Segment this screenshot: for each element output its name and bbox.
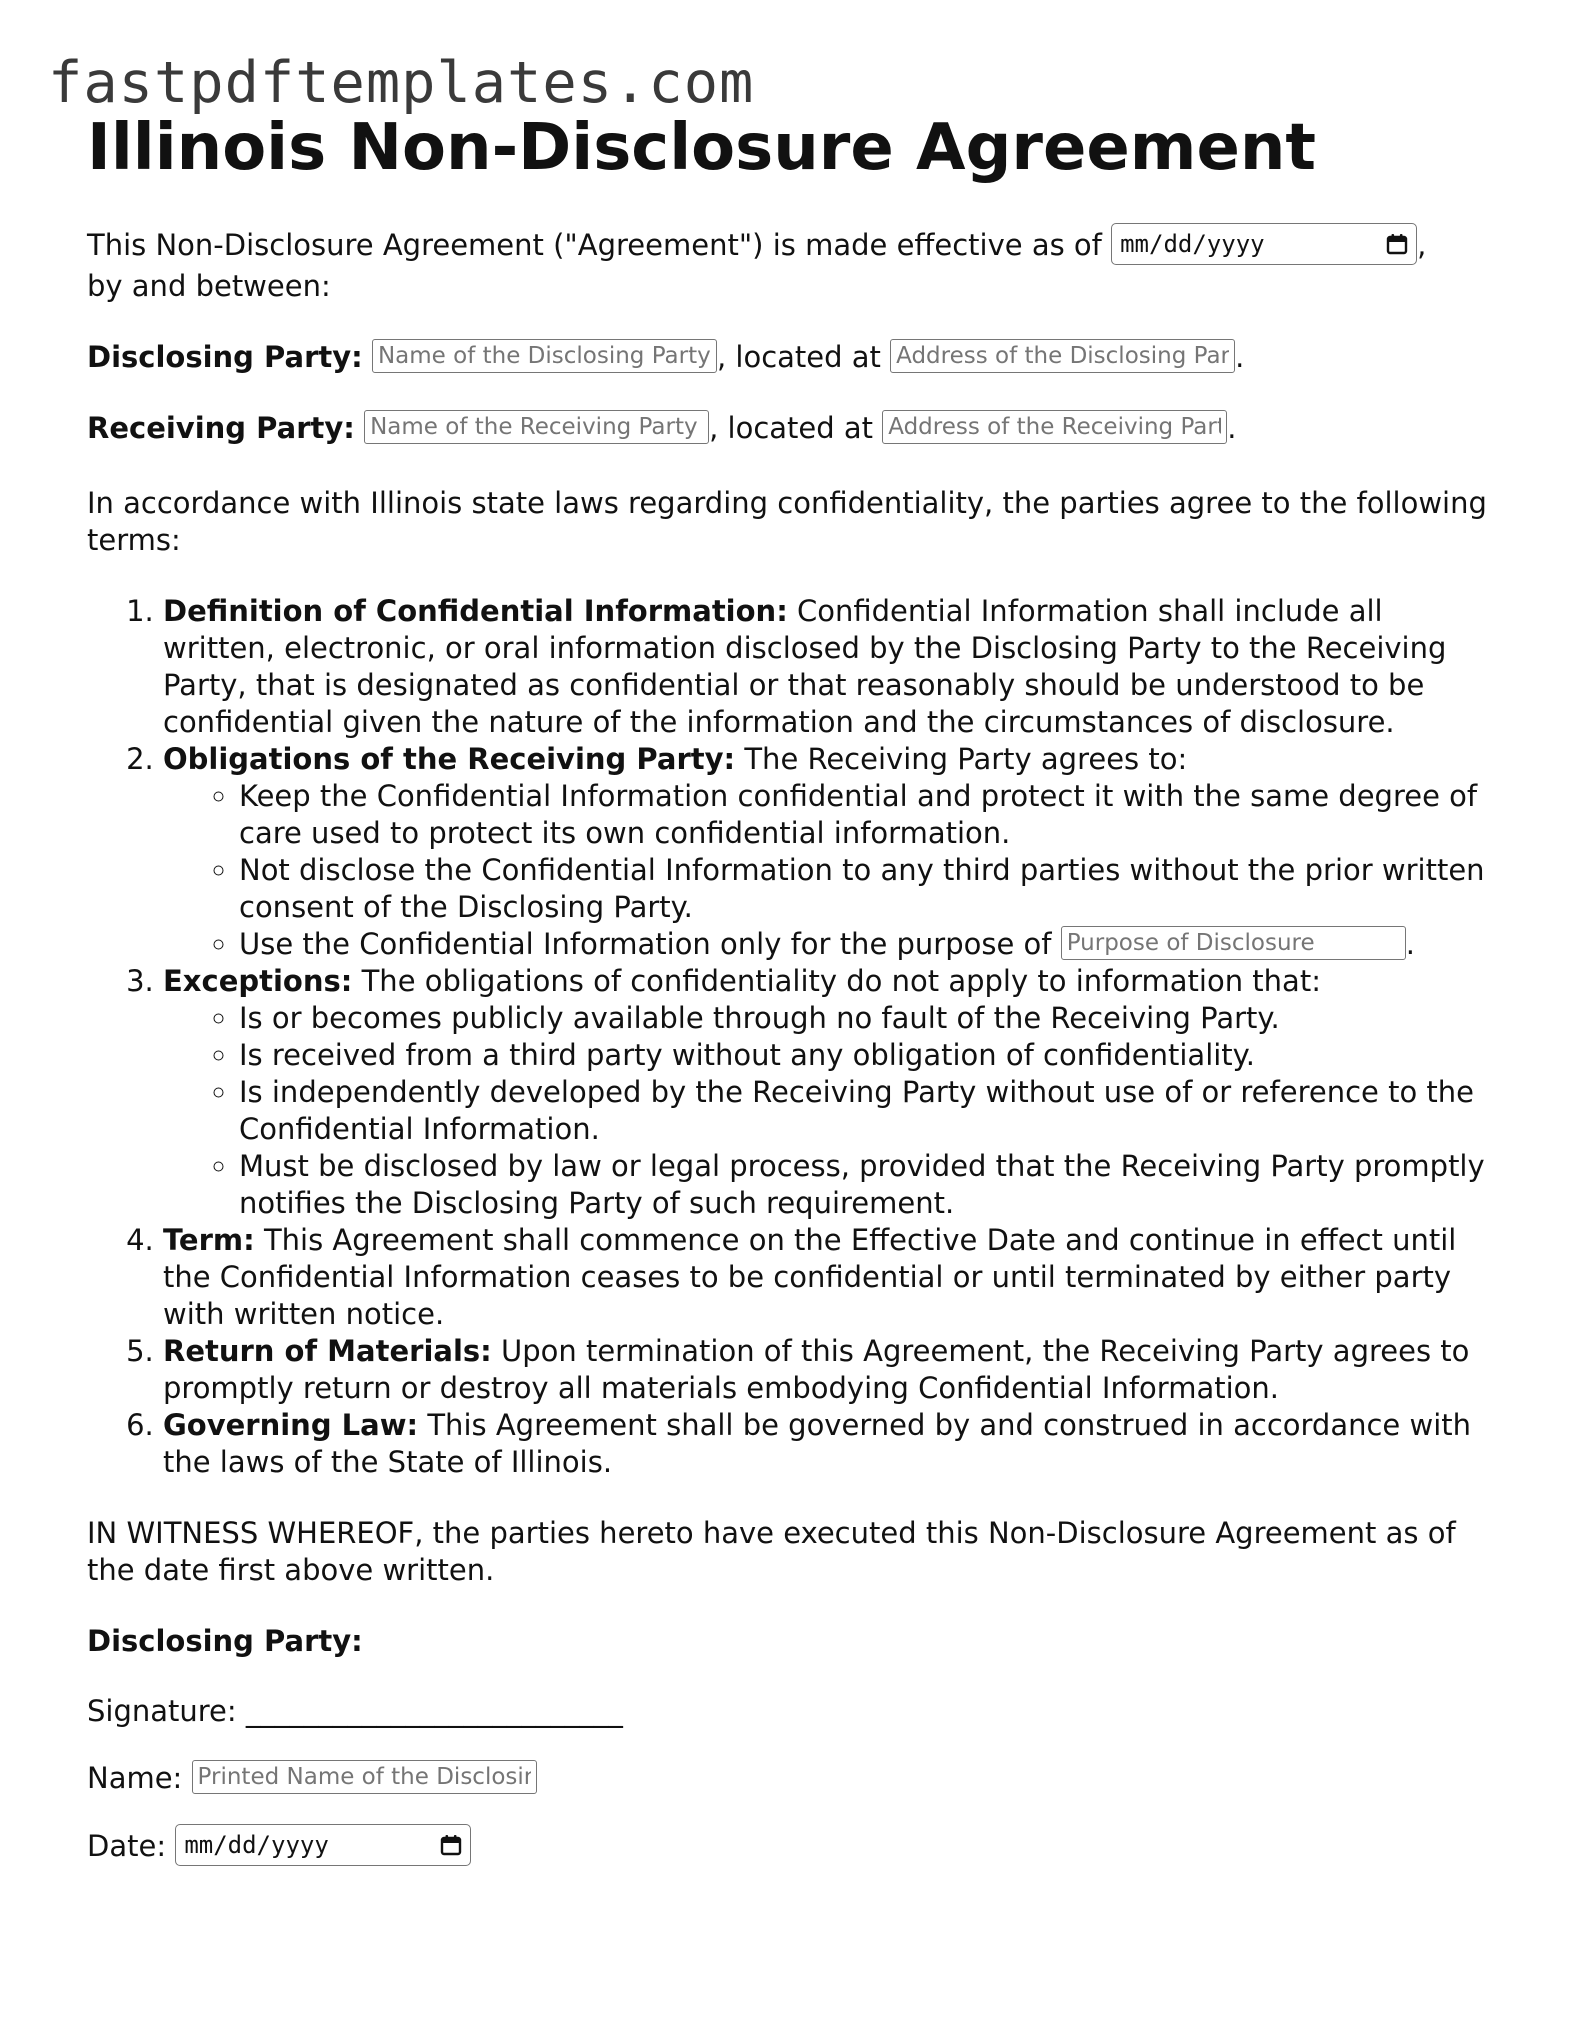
list-item: ◦ Is independently developed by the Receiving Party without use of or reference to the Confidential Information. <box>239 1074 1487 1148</box>
calendar-icon[interactable] <box>439 1833 463 1857</box>
term-heading: Definition of Confidential Information: <box>163 594 788 628</box>
term-heading: Obligations of the Receiving Party: <box>163 742 736 776</box>
term-text: This Agreement shall commence on the Effective Date and continue in effect until the Confidential Information ceases to be confidential or until terminated by either party with written notice. <box>163 1223 1457 1331</box>
list-item: ◦ Must be disclosed by law or legal process, provided that the Receiving Party promptly notifies the Disclosing Party of such requirement. <box>239 1148 1487 1222</box>
term-heading: Term: <box>163 1223 255 1257</box>
term-text: This Agreement shall be governed by and construed in accordance with the laws of the State of Illinois. <box>163 1408 1472 1479</box>
purpose-text: Use the Confidential Information only for the purpose of <box>239 927 1052 961</box>
terms-list <box>87 593 1487 1481</box>
list-item: ◦ Is received from a third party without any obligation of confidentiality. <box>239 1037 1487 1074</box>
page-title: Illinois Non-Disclosure Agreement <box>87 111 1316 185</box>
document-body <box>87 108 1487 1899</box>
disclosing-party-address-input[interactable] <box>890 339 1235 373</box>
signature-row <box>87 1693 1487 1730</box>
term-heading: Return of Materials: <box>163 1334 492 1368</box>
receiving-party-label: Receiving Party: <box>87 411 355 445</box>
disclosing-located-at: , located at <box>716 340 881 374</box>
term-heading: Governing Law: <box>163 1408 419 1442</box>
term-text: The obligations of confidentiality do not apply to information that: <box>361 964 1321 998</box>
term-item <box>163 593 1487 741</box>
term-item <box>163 1333 1487 1407</box>
term-heading: Exceptions: <box>163 964 353 998</box>
disclosing-period: . <box>1235 340 1245 374</box>
date-row <box>87 1827 1487 1869</box>
receiving-party-line <box>87 410 1487 447</box>
receiving-located-at: , located at <box>709 411 874 445</box>
signature-date-field[interactable] <box>175 1824 471 1866</box>
calendar-icon[interactable] <box>1385 232 1409 256</box>
term-item <box>163 963 1487 1222</box>
term-item <box>163 741 1487 963</box>
exceptions-list <box>163 1000 1487 1222</box>
disclosing-party-line <box>87 339 1487 376</box>
signature-label: Signature: <box>87 1694 237 1728</box>
disclosing-party-label: Disclosing Party: <box>87 340 363 374</box>
list-item: ◦ Not disclose the Confidential Information to any third parties without the prior written consent of the Disclosing Party. <box>239 852 1487 926</box>
name-label: Name: <box>87 1761 183 1795</box>
term-text: Upon termination of this Agreement, the Receiving Party agrees to promptly return or destroy all materials embodying Confidential Information. <box>163 1334 1470 1405</box>
effective-date-field[interactable] <box>1111 223 1417 265</box>
intro-paragraph <box>87 226 1487 305</box>
printed-name-input[interactable] <box>192 1760 537 1794</box>
list-item <box>239 926 1487 963</box>
intro-comma: , <box>1417 228 1427 262</box>
preamble: In accordance with Illinois state laws regarding confidentiality, the parties agree to the following terms: <box>87 486 1487 557</box>
effective-date-placeholder: mm/dd/yyyy <box>1120 229 1265 258</box>
purpose-input[interactable] <box>1061 926 1406 960</box>
term-item <box>163 1222 1487 1333</box>
signature-heading: Disclosing Party: <box>87 1624 363 1658</box>
disclosing-party-name-input[interactable] <box>372 339 717 373</box>
signature-line: __________________________ <box>245 1694 623 1728</box>
receiving-period: . <box>1227 411 1237 445</box>
term-text: The Receiving Party agrees to: <box>744 742 1188 776</box>
list-item: ◦ Is or becomes publicly available through no fault of the Receiving Party. <box>239 1000 1487 1037</box>
intro-between: by and between: <box>87 269 331 303</box>
list-item: ◦ Keep the Confidential Information confidential and protect it with the same degree of care used to protect its own confidential information. <box>239 778 1487 852</box>
receiving-party-address-input[interactable] <box>882 410 1227 444</box>
signature-date-placeholder: mm/dd/yyyy <box>184 1830 329 1859</box>
name-row <box>87 1760 1487 1797</box>
term-text: Confidential Information shall include all written, electronic, or oral information disclosed by the Disclosing Party to the Receiving Party, that is designated as confidential or that reasonably should be understood to be confidential given the nature of the information and the circumstances of disclosure. <box>163 594 1447 739</box>
witness-paragraph: IN WITNESS WHEREOF, the parties hereto have executed this Non-Disclosure Agreement as of the date first above written. <box>87 1516 1456 1587</box>
term-item <box>163 1407 1487 1481</box>
receiving-party-name-input[interactable] <box>364 410 709 444</box>
date-label: Date: <box>87 1829 167 1863</box>
obligations-list <box>163 778 1487 963</box>
intro-text: This Non-Disclosure Agreement ("Agreement") is made effective as of <box>87 228 1102 262</box>
watermark: fastpdftemplates.com <box>48 50 755 116</box>
purpose-period: . <box>1405 927 1415 961</box>
